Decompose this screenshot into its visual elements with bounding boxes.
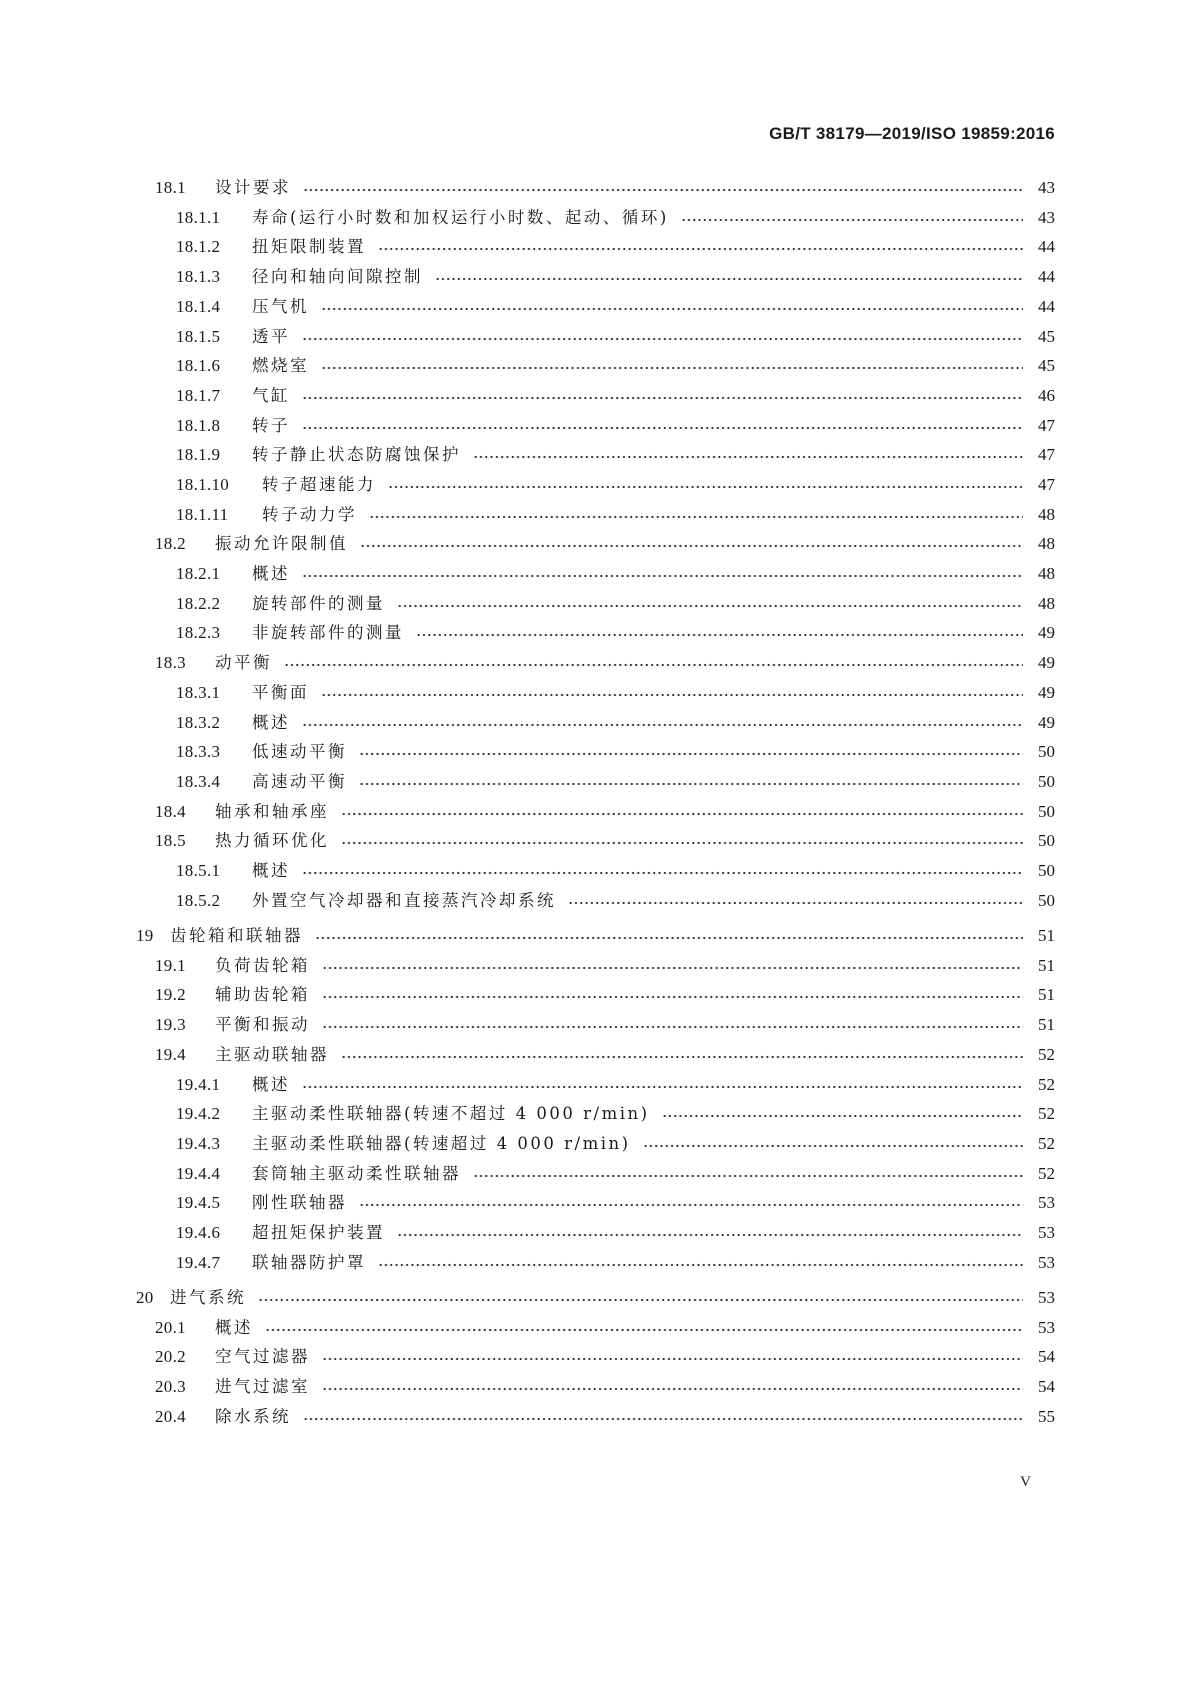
toc-dot-leader [302, 723, 1023, 727]
toc-entry[interactable] [176, 503, 1055, 527]
toc-dot-leader [315, 936, 1023, 940]
toc-entry[interactable] [176, 889, 1055, 913]
toc-entry-page: 52 [1038, 1164, 1055, 1183]
toc-entry-page: 50 [1038, 802, 1055, 821]
toc-entry[interactable] [155, 1375, 1055, 1399]
toc-entry-number: 18.1.8 [176, 416, 221, 435]
toc-entry-number: 18.5.1 [176, 861, 221, 880]
toc-entry[interactable] [155, 532, 1055, 556]
toc-entry[interactable] [136, 1286, 1055, 1310]
toc-entry-title: 齿轮箱和联轴器 [170, 926, 303, 945]
toc-dot-leader [435, 277, 1023, 281]
toc-entry-title: 概述 [252, 713, 290, 732]
toc-entry-page: 48 [1038, 564, 1055, 583]
toc-entry-title: 除水系统 [215, 1407, 291, 1426]
toc-entry-page: 49 [1038, 713, 1055, 732]
toc-dot-leader [397, 604, 1023, 608]
toc-entry[interactable] [155, 176, 1055, 200]
toc-entry-page: 44 [1038, 297, 1055, 316]
toc-entry-title: 转子 [252, 416, 290, 435]
toc-dot-leader [302, 396, 1023, 400]
toc-entry-number: 19.3 [155, 1015, 186, 1034]
toc-entry-title: 套筒轴主驱动柔性联轴器 [252, 1164, 461, 1183]
toc-entry[interactable] [176, 770, 1055, 794]
toc-entry-title: 主驱动柔性联轴器(转速不超过 4 000 r/min) [252, 1104, 650, 1123]
toc-entry-number: 20.4 [155, 1407, 186, 1426]
toc-entry-page: 53 [1038, 1318, 1055, 1337]
toc-entry-number: 18.1.11 [176, 505, 229, 524]
toc-entry[interactable] [155, 983, 1055, 1007]
toc-entry[interactable] [155, 1316, 1055, 1340]
toc-entry[interactable] [176, 443, 1055, 467]
toc-entry-number: 18.3.4 [176, 772, 221, 791]
toc-entry-page: 50 [1038, 861, 1055, 880]
toc-entry-page: 44 [1038, 267, 1055, 286]
toc-entry-title: 动平衡 [215, 653, 272, 672]
toc-entry-title: 超扭矩保护装置 [252, 1223, 385, 1242]
toc-entry-title: 寿命(运行小时数和加权运行小时数、起动、循环) [252, 208, 669, 227]
toc-entry-page: 49 [1038, 653, 1055, 672]
toc-entry[interactable] [176, 562, 1055, 586]
toc-entry-title: 外置空气冷却器和直接蒸汽冷却系统 [252, 891, 556, 910]
toc-entry-number: 19.4.3 [176, 1134, 221, 1153]
toc-dot-leader [416, 633, 1023, 637]
toc-dot-leader [321, 366, 1023, 370]
toc-entry-number: 18.1 [155, 178, 186, 197]
toc-entry-number: 18.2.1 [176, 564, 221, 583]
toc-entry-page: 54 [1038, 1377, 1055, 1396]
toc-entry[interactable] [176, 473, 1055, 497]
toc-entry-number: 18.5 [155, 831, 186, 850]
toc-entry[interactable] [176, 1221, 1055, 1245]
toc-dot-leader [643, 1144, 1023, 1148]
toc-dot-leader [302, 1085, 1023, 1089]
toc-entry-title: 主驱动柔性联轴器(转速超过 4 000 r/min) [252, 1134, 631, 1153]
toc-entry-number: 19.1 [155, 956, 186, 975]
toc-entry-title: 空气过滤器 [215, 1347, 310, 1366]
toc-entry-number: 18.1.10 [176, 475, 230, 494]
toc-dot-leader [359, 1203, 1023, 1207]
toc-entry-number: 18.1.2 [176, 237, 221, 256]
toc-entry[interactable] [176, 295, 1055, 319]
toc-entry-number: 18.2 [155, 534, 186, 553]
toc-entry-number: 19.4 [155, 1045, 186, 1064]
toc-entry[interactable] [155, 1013, 1055, 1037]
toc-entry-page: 49 [1038, 683, 1055, 702]
toc-entry-page: 55 [1038, 1407, 1055, 1426]
toc-dot-leader [369, 515, 1023, 519]
toc-entry-number: 18.1.5 [176, 327, 221, 346]
toc-entry[interactable] [176, 325, 1055, 349]
toc-entry-title: 联轴器防护罩 [252, 1253, 366, 1272]
toc-dot-leader [341, 841, 1023, 845]
toc-entry[interactable] [176, 206, 1055, 230]
toc-entry-number: 18.2.3 [176, 623, 221, 642]
toc-entry-title: 低速动平衡 [252, 742, 347, 761]
toc-entry-number: 20.1 [155, 1318, 186, 1337]
toc-entry-page: 47 [1038, 445, 1055, 464]
toc-entry-title: 刚性联轴器 [252, 1193, 347, 1212]
toc-entry-page: 53 [1038, 1193, 1055, 1212]
toc-entry-number: 18.3.1 [176, 683, 221, 702]
toc-entry-number: 18.1.9 [176, 445, 221, 464]
toc-entry-page: 44 [1038, 237, 1055, 256]
toc-entry-number: 18.4 [155, 802, 186, 821]
toc-entry[interactable] [176, 1162, 1055, 1186]
toc-dot-leader [302, 574, 1023, 578]
toc-entry-number: 18.5.2 [176, 891, 221, 910]
toc-dot-leader [568, 901, 1023, 905]
toc-entry-title: 扭矩限制装置 [252, 237, 366, 256]
toc-entry-title: 平衡和振动 [215, 1015, 310, 1034]
toc-dot-leader [359, 782, 1023, 786]
toc-dot-leader [303, 188, 1023, 192]
toc-entry-number: 18.1.7 [176, 386, 221, 405]
toc-entry[interactable] [176, 354, 1055, 378]
toc-entry-title: 燃烧室 [252, 356, 309, 375]
toc-entry-title: 气缸 [252, 386, 290, 405]
toc-entry-page: 52 [1038, 1075, 1055, 1094]
toc-entry-page: 48 [1038, 505, 1055, 524]
toc-entry-number: 19.2 [155, 985, 186, 1004]
toc-entry-title: 概述 [252, 564, 290, 583]
toc-entry-title: 振动允许限制值 [215, 534, 348, 553]
toc-entry-title: 进气系统 [170, 1288, 246, 1307]
toc-entry-title: 转子静止状态防腐蚀保护 [252, 445, 461, 464]
toc-dot-leader [302, 426, 1023, 430]
toc-dot-leader [341, 812, 1023, 816]
toc-dot-leader [388, 485, 1023, 489]
toc-entry-page: 47 [1038, 416, 1055, 435]
toc-entry-number: 18.1.3 [176, 267, 221, 286]
toc-entry-number: 19.4.2 [176, 1104, 221, 1123]
toc-dot-leader [322, 1025, 1023, 1029]
toc-entry-page: 51 [1038, 985, 1055, 1004]
toc-entry-title: 平衡面 [252, 683, 309, 702]
toc-entry-title: 辅助齿轮箱 [215, 985, 310, 1004]
toc-dot-leader [359, 752, 1023, 756]
toc-dot-leader [322, 995, 1023, 999]
toc-entry-number: 18.1.6 [176, 356, 221, 375]
toc-dot-leader [378, 1263, 1023, 1267]
toc-entry-title: 旋转部件的测量 [252, 594, 385, 613]
page-number: V [1020, 1474, 1031, 1490]
toc-entry[interactable] [176, 621, 1055, 645]
toc-dot-leader [360, 544, 1023, 548]
toc-dot-leader [322, 1357, 1023, 1361]
toc-dot-leader [322, 966, 1023, 970]
toc-entry-page: 48 [1038, 534, 1055, 553]
toc-entry-title: 转子超速能力 [262, 475, 376, 494]
toc-entry-page: 52 [1038, 1134, 1055, 1153]
toc-entry-page: 45 [1038, 327, 1055, 346]
toc-dot-leader [302, 871, 1023, 875]
toc-entry-page: 47 [1038, 475, 1055, 494]
toc-entry-page: 53 [1038, 1253, 1055, 1272]
toc-entry-page: 50 [1038, 772, 1055, 791]
toc-dot-leader [341, 1055, 1023, 1059]
toc-dot-leader [265, 1328, 1023, 1332]
toc-dot-leader [302, 337, 1023, 341]
toc-entry[interactable] [176, 859, 1055, 883]
toc-entry-title: 轴承和轴承座 [215, 802, 329, 821]
toc-entry-page: 43 [1038, 208, 1055, 227]
toc-entry-title: 进气过滤室 [215, 1377, 310, 1396]
toc-dot-leader [303, 1417, 1023, 1421]
toc-dot-leader [681, 218, 1023, 222]
toc-entry-page: 52 [1038, 1045, 1055, 1064]
toc-entry[interactable] [176, 740, 1055, 764]
toc-entry-page: 51 [1038, 1015, 1055, 1034]
toc-entry-page: 46 [1038, 386, 1055, 405]
toc-entry[interactable] [176, 1191, 1055, 1215]
toc-entry[interactable] [176, 384, 1055, 408]
toc-entry[interactable] [176, 1132, 1055, 1156]
toc-entry[interactable] [176, 265, 1055, 289]
toc-entry[interactable] [176, 1251, 1055, 1275]
toc-entry-page: 43 [1038, 178, 1055, 197]
toc-entry-page: 53 [1038, 1223, 1055, 1242]
toc-entry-title: 径向和轴向间隙控制 [252, 267, 423, 286]
toc-entry-title: 非旋转部件的测量 [252, 623, 404, 642]
toc-entry-page: 50 [1038, 742, 1055, 761]
toc-entry-page: 45 [1038, 356, 1055, 375]
toc-entry-title: 透平 [252, 327, 290, 346]
toc-entry[interactable] [155, 829, 1055, 853]
toc-entry-title: 主驱动联轴器 [215, 1045, 329, 1064]
toc-entry[interactable] [176, 681, 1055, 705]
toc-entry-title: 转子动力学 [262, 505, 357, 524]
toc-entry[interactable] [176, 1102, 1055, 1126]
toc-entry-number: 19.4.6 [176, 1223, 221, 1242]
toc-dot-leader [284, 663, 1023, 667]
toc-entry-title: 负荷齿轮箱 [215, 956, 310, 975]
toc-entry-number: 20 [136, 1288, 154, 1307]
toc-entry[interactable] [155, 1043, 1055, 1067]
toc-entry[interactable] [155, 651, 1055, 675]
toc-entry-number: 19 [136, 926, 154, 945]
toc-entry-page: 50 [1038, 891, 1055, 910]
toc-entry-number: 19.4.7 [176, 1253, 221, 1272]
toc-dot-leader [397, 1233, 1023, 1237]
toc-entry-number: 20.2 [155, 1347, 186, 1366]
toc-entry[interactable] [155, 1405, 1055, 1429]
toc-entry-page: 52 [1038, 1104, 1055, 1123]
toc-entry-title: 概述 [252, 1075, 290, 1094]
toc-entry-number: 18.3 [155, 653, 186, 672]
toc-entry-number: 18.1.4 [176, 297, 221, 316]
toc-entry[interactable] [155, 800, 1055, 824]
toc-entry-number: 20.3 [155, 1377, 186, 1396]
standard-code-header: GB/T 38179—2019/ISO 19859:2016 [769, 124, 1055, 143]
toc-entry-page: 51 [1038, 956, 1055, 975]
toc-entry-number: 19.4.1 [176, 1075, 221, 1094]
toc-entry-page: 50 [1038, 831, 1055, 850]
toc-entry-title: 设计要求 [215, 178, 291, 197]
toc-entry-title: 热力循环优化 [215, 831, 329, 850]
toc-dot-leader [662, 1114, 1023, 1118]
toc-dot-leader [322, 1387, 1023, 1391]
toc-entry-page: 48 [1038, 594, 1055, 613]
toc-entry[interactable] [155, 1345, 1055, 1369]
toc-dot-leader [321, 693, 1023, 697]
toc-entry-title: 高速动平衡 [252, 772, 347, 791]
toc-entry-number: 19.4.5 [176, 1193, 221, 1212]
toc-dot-leader [473, 455, 1023, 459]
toc-dot-leader [378, 247, 1023, 251]
toc-entry-page: 54 [1038, 1347, 1055, 1366]
toc-entry[interactable] [176, 235, 1055, 259]
toc-entry-title: 概述 [215, 1318, 253, 1337]
toc-entry-number: 18.3.2 [176, 713, 221, 732]
toc-dot-leader [473, 1174, 1023, 1178]
toc-dot-leader [321, 307, 1023, 311]
toc-entry-number: 18.3.3 [176, 742, 221, 761]
toc-entry[interactable] [155, 954, 1055, 978]
toc-entry-title: 概述 [252, 861, 290, 880]
toc-entry[interactable] [136, 924, 1055, 948]
toc-entry[interactable] [176, 414, 1055, 438]
toc-entry-number: 18.2.2 [176, 594, 221, 613]
toc-entry-number: 19.4.4 [176, 1164, 221, 1183]
toc-entry[interactable] [176, 1073, 1055, 1097]
toc-entry[interactable] [176, 711, 1055, 735]
toc-dot-leader [258, 1298, 1023, 1302]
toc-entry-page: 49 [1038, 623, 1055, 642]
toc-entry-number: 18.1.1 [176, 208, 221, 227]
toc-entry-title: 压气机 [252, 297, 309, 316]
toc-entry-page: 53 [1038, 1288, 1055, 1307]
toc-entry-page: 51 [1038, 926, 1055, 945]
toc-entry[interactable] [176, 592, 1055, 616]
